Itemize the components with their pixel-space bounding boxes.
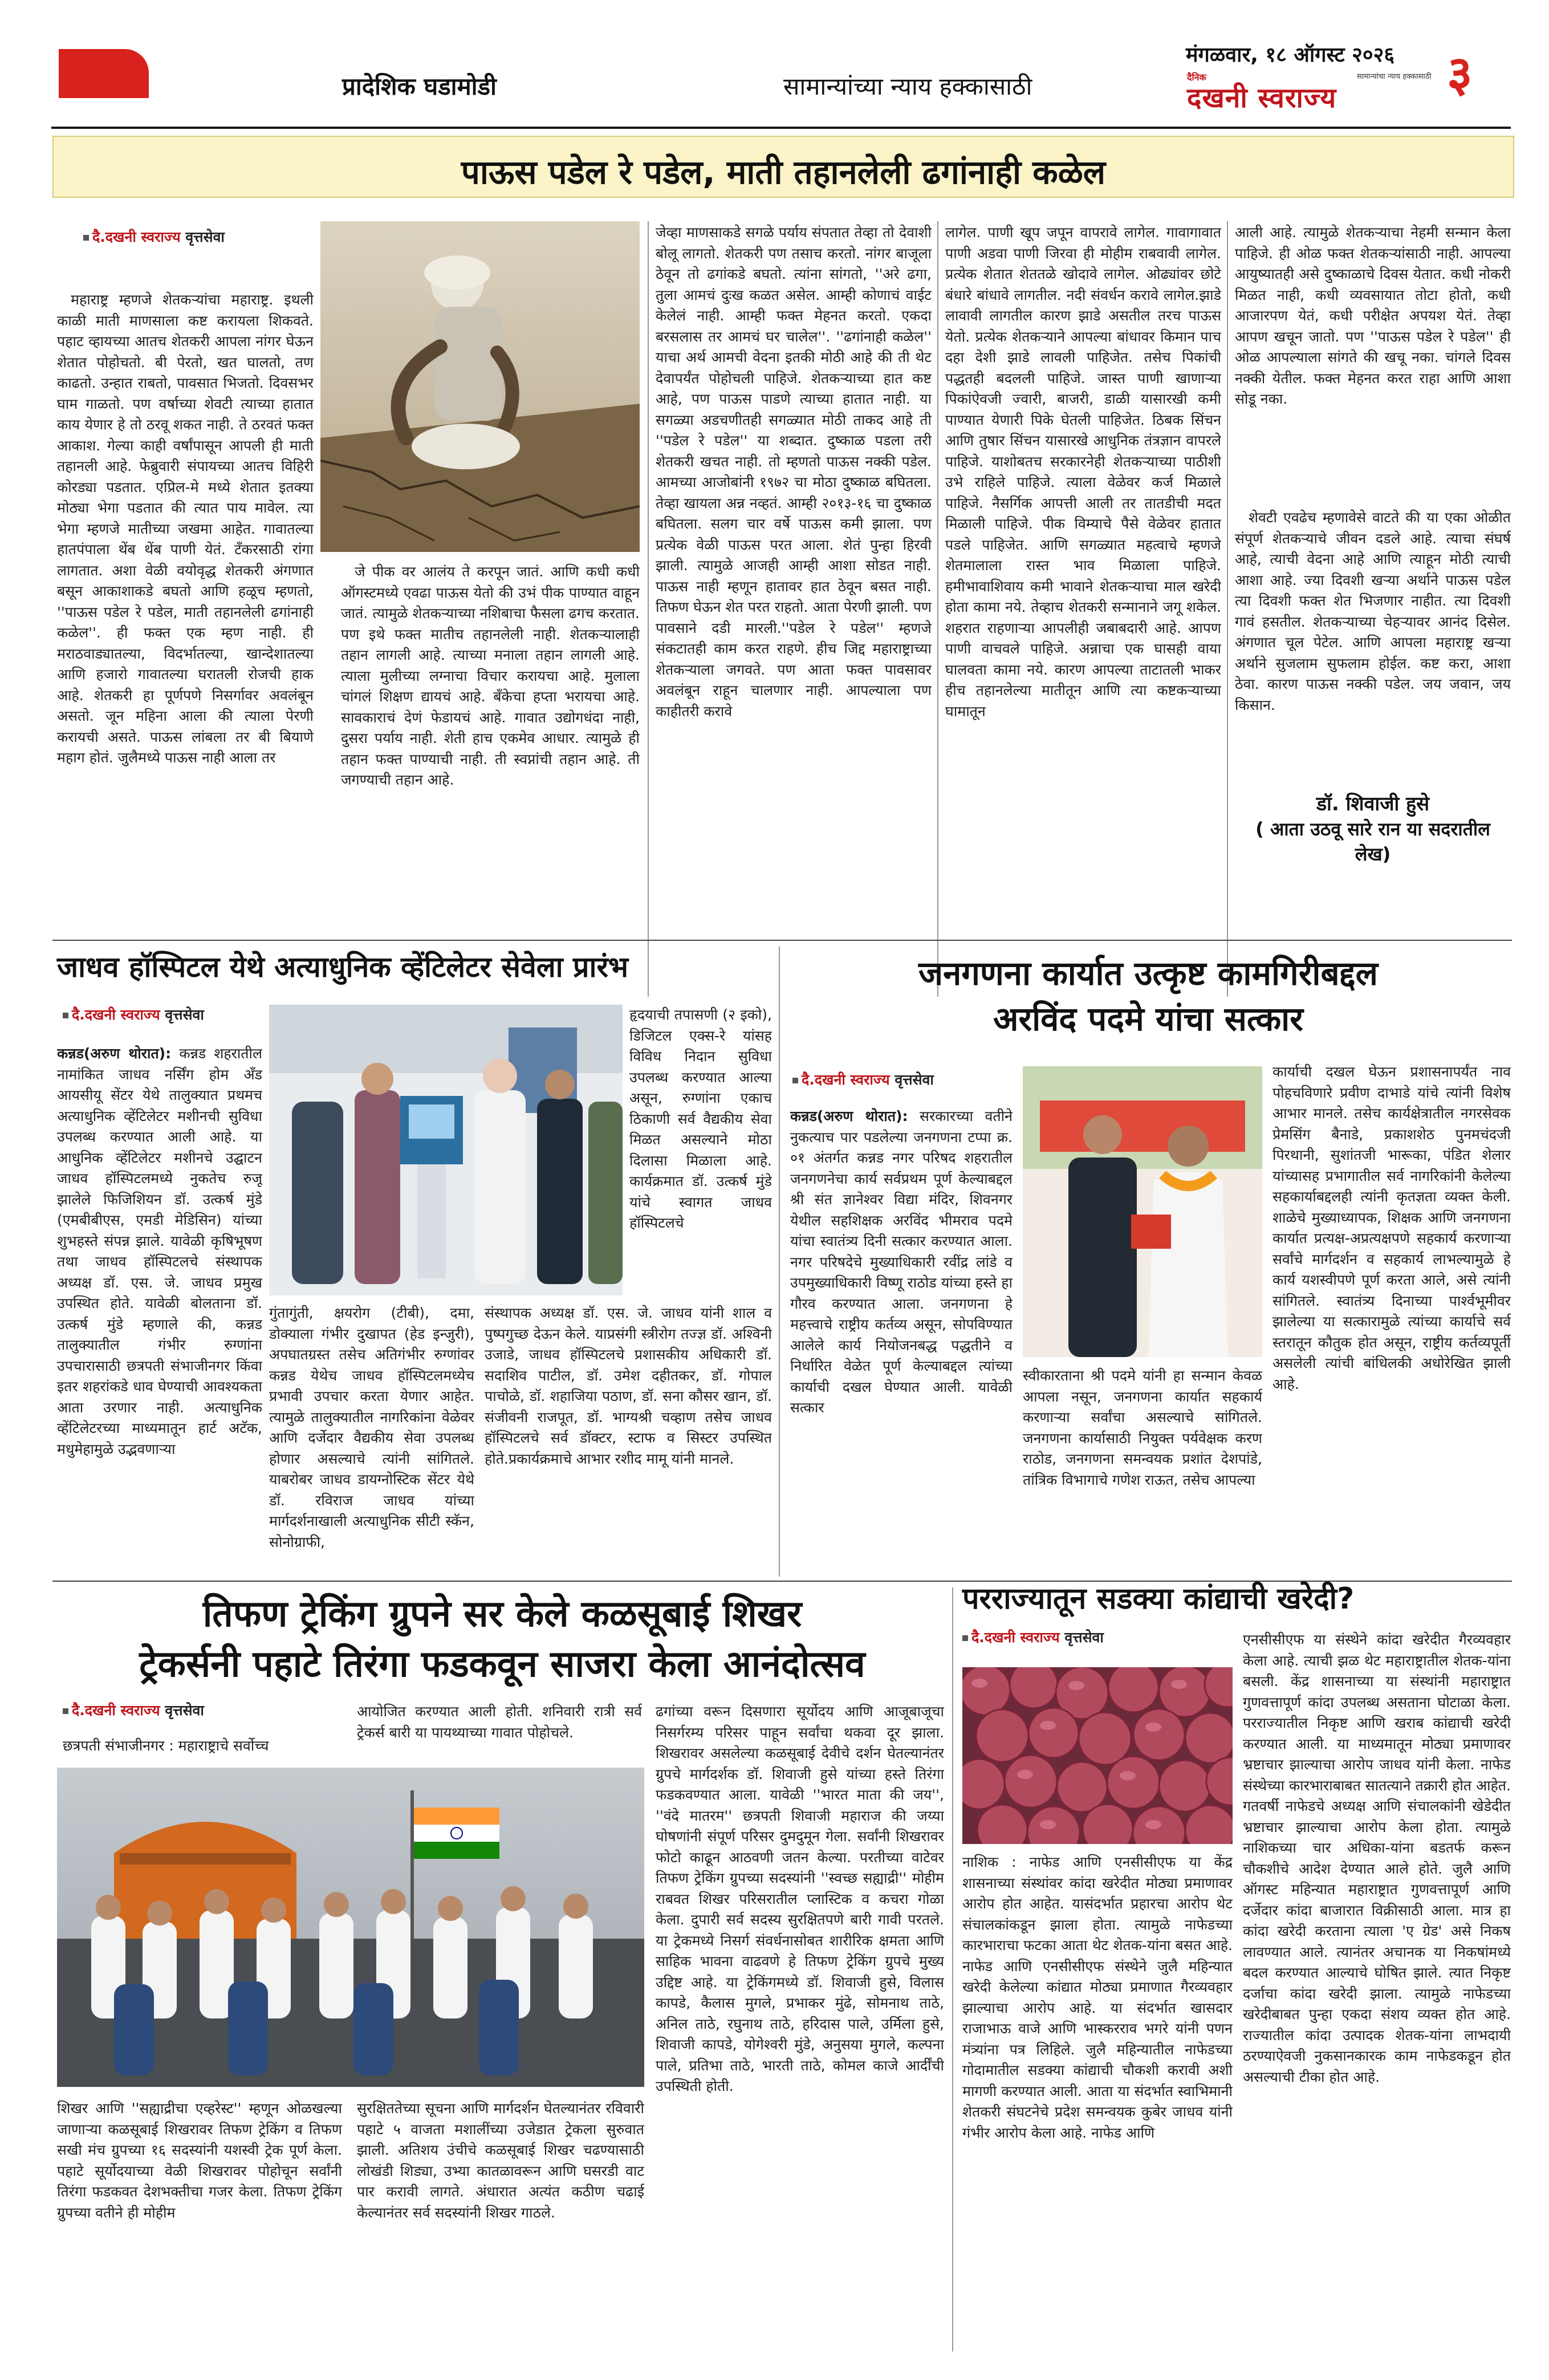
story1-col4: लागेल. पाणी खूप जपून वापरावे लागेल. गावागावात पाणी अडवा पाणी जिरवा ही मोहीम राबवावी लागेल. प्रत्येक शेतात शेततळे खोदावे लागेल. ओढ्यांवर छोटे बंधारे बांधावे लागतील. नदी संवर्धन करावे लागेल.झाडे लावावी लागतील कारण झाडे असतील तरच पाऊस येतो. प्रत्येक शेतकऱ्याने आपल्या बांधावर किमान पाच दहा देशी झाडे लावली पाहिजेत. तसेच पिकांची पद्धतही बदलली पाहिजे. जास्त पाणी खाणाऱ्या पिकांऐवजी ज्वारी, बाजरी, डाळी यासारखी कमी पाण्यात येणारी पिके घेतली पाहिजेत. ठिबक सिंचन आणि तुषार सिंचन यासारखे आधुनिक तंत्रज्ञान वापरले पाहिजे. याशोबतच सरकारनेही शेतकऱ्याच्या पाठीशी उभे राहिले पाहिजे. त्याला वेळेवर कर्ज मिळाले पाहिजे. नैसर्गिक आपत्ती आली तर तातडीची मदत मिळाली पाहिजे. पीक विम्याचे पैसे वेळेवर हातात पडले पाहिजेत. आणि सगळ्यात महत्वाचे म्हणजे शेतमालाला रास्त भाव मिळाला पाहिजे. हमीभावाशिवाय कमी भावाने शेतकऱ्याचा माल खरेदी होता कामा नये. तेव्हाच शेतकरी सन्मानाने जगू शकेल. शहरात राहणाऱ्या आपलीही जबाबदारी आहे. आपण पाणी वाचवले पाहिजे. अन्नाचा एक घासही वाया घालवता कामा नये. कारण आपल्या ताटातली भाकर हीच तहानलेल्या मातीतून आणि त्या कष्टकऱ्याच्या घामातून: [945, 224, 1221, 720]
story2-col3b: संस्थापक अध्यक्ष डॉ. एस. जे. जाधव यांनी शाल व पुष्पगुच्छ देऊन केले. याप्रसंगी स्त्रीरोग तज्ज्ञ डॉ. अश्विनी उजाडे, जाधव हॉस्पिटलचे प्रशासकीय अधिकारी डॉ. सदाशिव पाटील, डॉ. उमेश दहीतकर, डॉ. गोपाल पाचोळे, डॉ. शहाजिया पठाण, डॉ. सना कौसर खान, डॉ. संजीवनी राजपूत, डॉ. भाग्यश्री चव्हाण तसेच जाधव हॉस्पिटलचे सर्व डॉक्टर, स्टाफ व सिस्टर उपस्थित होते.प्रकार्यक्रमाचे आभार रशीद मामू यांनी मानले.: [485, 1305, 772, 1467]
story2-col1-text: कन्नड शहरातील नामांकित जाधव नर्सिंग होम अँड आयसीयू सेंटर येथे तालुक्यात प्रथमच अत्याधुनिक व्हेंटिलेटर मशीनची सुविधा उपलब्ध करण्यात आली आहे. या आधुनिक व्हेंटिलेटर मशीनचे उद्घाटन जाधव हॉस्पिटलमध्ये नुकतेच रुजू झालेले फिजिशियन डॉ. उत्कर्ष मुंडे (एमबीबीएस, एमडी मेडिसिन) यांच्या शुभहस्ते संपन्न झाले. यावेळी कृषिभूषण तथा जाधव हॉस्पिटलचे संस्थापक अध्यक्ष डॉ. एस. जे. जाधव प्रमुख उपस्थित होते. यावेळी बोलताना डॉ. उत्कर्ष मुंडे म्हणाले की, कन्नड तालुक्यातील गंभीर रुग्णांना उपचारासाठी छत्रपती संभाजीनगर किंवा इतर शहरांकडे धाव घेण्याची आवश्यकता आता उरणार नाही. अत्याधुनिक व्हेंटिलेटरच्या माध्यमातून हार्ट अटॅक, मधुमेहामुळे उद्भवणाऱ्या: [57, 1045, 262, 1457]
issue-date: मंगळवार, १८ ऑगस्ट २०२६: [1186, 43, 1395, 67]
page-number: ३: [1447, 46, 1473, 103]
story1-headline: पाऊस पडेल रे पडेल, माती तहानलेली ढगांनाही कळेल: [461, 153, 1106, 192]
story3-col1-text: सरकारच्या वतीने नुकत्याच पार पडलेल्या जनगणना टप्पा क्र. ०१ अंतर्गत कन्नड नगर परिषद शहरातील जनगणनेचा कार्य सर्वप्रथम पूर्ण केल्याबद्दल श्री संत ज्ञानेश्वर विद्या मंदिर, शिवनगर येथील सहशिक्षक अरविंद भीमराव पदमे यांचा स्वातंत्र्य दिनी सत्कार करण्यात आला. नगर परिषदेचे मुख्याधिकारी रवींद्र लांडे व उपमुख्याधिकारी विष्णू राठोड यांच्या हस्ते हा गौरव करण्यात आला. जनगणना हे महत्त्वाचे राष्ट्रीय कर्तव्य असून, सोपविण्यात आलेले कार्य नियोजनबद्ध पद्धतीने व निर्धारित वेळेत पूर्ण केल्याबद्दल त्यांच्या कार्याची दखल घेण्यात आली. यावेळी सत्कार: [790, 1108, 1013, 1416]
byline-suffix: वृत्तसेवा: [165, 1006, 204, 1023]
story3-col3: कार्याची दखल घेऊन प्रशासनापर्यंत नाव पोहचविणारे प्रवीण दाभाडे यांचे त्यांनी विशेष आभार मानले. तसेच कार्यक्षेत्रातील नगरसेवक प्रेमसिंग बैनाडे, प्रकाशशेठ पुनमचंदजी पिरथानी, सुशांतजी भारूका, पंडित शेलार यांच्यासह प्रभागातील सर्व नागरिकांनी केलेल्या सहकार्याबद्दलही त्यांनी कृतज्ञता व्यक्त केली. शाळेचे मुख्याध्यापक, शिक्षक आणि जनगणना कार्यात प्रत्यक्ष-अप्रत्यक्षपणे सहकार्य करणाऱ्या सर्वांचे मार्गदर्शन व सहकार्य लाभल्यामुळे हे कार्य यशस्वीपणे पूर्ण करता आले, असे त्यांनी सांगितले. स्वातंत्र्य दिनाच्या पार्श्वभूमीवर झालेल्या या सत्कारामुळे त्यांच्या कार्याचे सर्व स्तरातून कौतुक होत असून, राष्ट्रीय कर्तव्यपूर्ती असलेली त्यांची बांधिलकी अधोरेखित झाली आहे.: [1272, 1063, 1511, 1392]
story5-col2: एनसीसीएफ या संस्थेने कांदा खरेदीत गैरव्यवहार केला आहे. त्याची झळ थेट महाराष्ट्रातील शेतक-यांना बसली. केंद्र शासनाच्या या संस्थांनी महाराष्ट्रात गुणवत्तापूर्ण कांदा उपलब्ध असताना घोटाळा केला. परराज्यातील निकृष्ट आणि खराब कांद्याची खरेदी करण्यात आली. या माध्यमातून मोठ्या प्रमाणावर भ्रष्टाचार झाल्याचा आरोप जाधव यांनी केला. नाफेड संस्थेच्या कारभाराबाबत सातत्याने तक्रारी होत आहेत. गतवर्षी नाफेडचे अध्यक्ष आणि संचालकांनी खेडेदीत भ्रष्टाचार झाल्याचा आरोप केला होता. त्यामुळे नाशिकच्या चार अधिका-यांना बडतर्फ करून चौकशीचे आदेश देण्यात आले होते. जुलै आणि ऑगस्ट महिन्यात महाराष्ट्रात गुणवत्तापूर्ण आणि दर्जेदार कांदा बाजारात विक्रीसाठी आला. मात्र हा कांदा खरेदी करताना त्याला 'ए ग्रेड' असे निकष लावण्यात आले. त्यानंतर अचानक या निकषांमध्ये बदल करण्यात आल्याचे घोषित झाले. त्यात निकृष्ट दर्जाचा कांदा खरेदी झाला. त्यामुळे नाफेडच्या खरेदीबाबत पुन्हा एकदा संशय व्यक्त होत आहे. राज्यातील कांदा उत्पादक शेतक-यांना लाभदायी ठरण्याऐवजी नुकसानकारक काम नाफेडकडून होत असल्याची टीका होत आहे.: [1243, 1631, 1511, 2085]
trek-photo-image: [57, 1768, 644, 2087]
story1-author-note: ( आता उठवू सारे रान या सदरातील लेख): [1255, 818, 1490, 865]
onion-photo-image: [962, 1667, 1233, 1844]
story1-col3: जेव्हा माणसाकडे सगळे पर्याय संपतात तेव्हा तो देवाशी बोलू लागतो. शेतकरी पण तसाच करतो. नांगर बाजूला ठेवून तो ढगांकडे बघतो. त्यांना सांगतो, ''अरे ढगा, तुला आमचं दुःख कळत असेल. आम्ही कोणाचं वाईट केलेलं नाही. आम्ही फक्त मेहनत करतो. एकदा बरसलास तर आमचं घर चालेल''. ''ढगांनाही कळेल'' याचा अर्थ आमची वेदना इतकी मोठी आहे की ती थेट देवापर्यंत पोहोचली पाहिजे. शेतकऱ्याच्या हात कष्ट आहे, पण पाऊस पाडणे त्याच्या हातात नाही. या सगळ्या अडचणीतही सगळ्यात मोठी ताकद आहे ती ''पडेल रे पडेल'' या शब्दात. दुष्काळ पडला तरी शेतकरी खचत नाही. तो म्हणतो पाऊस नक्की पडेल. आमच्या आजोबांनी १९७२ चा मोठा दुष्काळ बघितला. तेव्हा खायला अन्न नव्हतं. आम्ही २०१३-१६ चा दुष्काळ बघितला. सलग चार वर्षे पाऊस कमी झाला. पण प्रत्येक वेळी पाऊस परत आला. शेतं पुन्हा हिरवी झाली. त्यामुळे आजही आम्ही आशा सोडत नाही. पाऊस नाही म्हणून हातावर हात ठेवून बसत नाही. तिफण घेऊन शेत परत राहतो. आता पेरणी झाली. पण पावसाने दडी मारली.''पडेल रे पडेल'' म्हणजे संकटातही काम करत राहणे. हीच जिद्द महाराष्ट्राच्या शेतकऱ्याला जगवते. पण आता फक्त पावसावर अवलंबून राहून चालणार नाही. आपल्याला पण काहीतरी करावे: [656, 224, 932, 720]
brand-tagline: सामान्यांचा न्याय हक्कासाठी: [1357, 72, 1432, 81]
byline-marker-icon: [83, 235, 89, 241]
byline-source: दै.दखनी स्वराज्य: [802, 1071, 890, 1088]
story4-dateline: छत्रपती संभाजीनगर :: [63, 1737, 174, 1754]
byline-source: दै.दखनी स्वराज्य: [92, 229, 181, 245]
story5-headline: परराज्यातून सडक्या कांद्याची खरेदी?: [962, 1582, 1355, 1616]
story3-col1: [790, 1106, 1013, 1579]
brand-logo: [1186, 71, 1459, 114]
story4-col2a: आयोजित करण्यात आली होती. शनिवारी रात्री सर्व ट्रेकर्स बारी या पायथ्याच्या गावात पोहोचले.: [357, 1703, 642, 1741]
story2-col1: [57, 1043, 262, 1577]
story3-dateline: कन्नड(अरुण थोरात):: [790, 1108, 908, 1124]
story4-headline-2: ट्रेकर्सनी पहाटे तिरंगा फडकवून साजरा केला आनंदोत्सव: [139, 1643, 865, 1686]
page-corner-logo: [59, 49, 149, 98]
section-rule-1: [52, 940, 1512, 941]
story2-col2: गुंतागुंती, क्षयरोग (टीबी), दमा, डोक्याला गंभीर दुखापत (हेड इन्जुरी), अपघातग्रस्त तसेच अतिगंभीर रुग्णांवर कन्नड येथेच जाधव हॉस्पिटलमध्येच प्रभावी उपचार करता येणार आहेत. त्यामुळे तालुक्यातील नागरिकांना वेळेवर आणि दर्जेदार वैद्यकीय सेवा उपलब्ध होणार असल्याचे त्यांनी सांगितले. याबरोबर जाधव डायग्नोस्टिक सेंटर येथे डॉ. रविराज जाधव यांच्या मार्गदर्शनाखाली अत्याधुनिक सीटी स्कॅन, सोनोग्राफी,: [269, 1305, 474, 1550]
story1-divider-b: [937, 221, 938, 997]
bottom-divider: [952, 1587, 953, 2351]
story2-dateline: कन्नड(अरुण थोरात):: [57, 1045, 172, 1062]
story1-byline: [83, 227, 225, 246]
byline-source: दै.दखनी स्वराज्य: [72, 1702, 160, 1719]
masthead: [0, 0, 1549, 137]
story-rain-banner: [52, 136, 1514, 198]
story5-col1b: [962, 1852, 1233, 2351]
story4-col1a: [63, 1736, 348, 1758]
story1-author-name: डॉ. शिवाजी हुसे: [1316, 793, 1430, 815]
story4-col3: ढगांच्या वरून दिसणारा सूर्योदय आणि आजूबाजूचा निसर्गरम्य परिसर पाहून सर्वांचा थकवा दूर झाला. शिखरावर असलेल्या कळसूबाई देवीचे दर्शन घेतल्यानंतर ग्रुपचे मार्गदर्शक डॉ. शिवाजी हुसे यांच्या हस्ते तिरंगा फडकवण्यात आला. यावेळी ''भारत माता की जय'', ''वंदे मातरम'' छत्रपती शिवाजी महाराज की जय्या घोषणांनी संपूर्ण परिसर दुमदुमून गेला. सर्वांनी शिखरावर फोटो काढून आठवणी जतन केल्या. परतीच्या वाटेवर तिफण ट्रेकिंग ग्रुपच्या सदस्यांनी ''स्वच्छ सह्याद्री'' मोहीम राबवत शिखर परिसरातील प्लास्टिक व कचरा गोळा केला. दुपारी सर्व सदस्य सुरक्षितपणे बारी गावी परतले. या ट्रेकमध्ये निसर्ग संवर्धनासोबत शारीरिक क्षमता आणि साहिक भावना वाढवणे हे तिफण ट्रेकिंग ग्रुपचे मुख्य उद्दिष्ट आहे. या ट्रेकिंगमध्ये डॉ. शिवाजी हुसे, विलास कापडे, कैलास मुगले, प्रभाकर मुंढे, सोमनाथ ताठे, अनिल ताठे, रघुनाथ ताठे, हरिदास पाले, उर्मिला हुसे, शिवाजी कापडे, योगेश्वरी मुंडे, अनुसया मुगले, कल्पना पाले, प्रतिभा ताठे, भारती ताठे, कोमल काजे आर्दींची उपस्थिती होती.: [656, 1703, 944, 2094]
byline-marker-icon: [63, 1013, 68, 1018]
felicitation-photo-image: [1023, 1066, 1262, 1357]
story4-col2b: सुरक्षिततेच्या सूचना आणि मार्गदर्शन घेतल्यानंतर रविवारी पहाटे ५ वाजता मशालींच्या उजेडात ट्रेकला सुरुवात झाली. अतिशय उंचीचे कळसूबाई शिखर चढण्यासाठी लोखंडी शिड्या, उभ्या कातळावरून आणि घसरडी वाट पार करावी लागते. अंधारात अत्यंत कठीण चढाई केल्यानंतर सर्व सदस्यांनी शिखर गाठले.: [357, 2100, 644, 2221]
story3-col2: स्वीकारताना श्री पदमे यांनी हा सन्मान केवळ आपला नसून, जनगणना कार्यात सहकार्य करणाऱ्या सर्वांचा असल्याचे सांगितले. जनगणना कार्यासाठी नियुक्त पर्यवेक्षक करण राठोड, जनगणना समन्वयक प्रशांत देशपांडे, तांत्रिक विभागाचे गणेश राऊत, तसेच आपल्या: [1023, 1367, 1262, 1488]
story1-divider-a: [648, 221, 649, 997]
brand-small: दैनिक: [1187, 72, 1206, 83]
farmer-photo-image: [320, 221, 640, 552]
story4-headline-1: तिफण ट्रेकिंग ग्रुपने सर केले कळसूबाई शिखर: [202, 1593, 802, 1635]
section-title-left: प्रादेशिक घडामोडी: [342, 72, 497, 100]
story4-byline: [63, 1700, 204, 1720]
farmer-drought-photo: [320, 221, 640, 552]
byline-marker-icon: [63, 1708, 68, 1714]
byline-marker-icon: [792, 1078, 798, 1083]
story2-headline: जाधव हॉस्पिटल येथे अत्याधुनिक व्हेंटिलेटर सेवेला प्रारंभ: [57, 951, 629, 984]
story5-byline: [962, 1627, 1104, 1647]
story1-col1: महाराष्ट्र म्हणजे शेतकऱ्यांचा महाराष्ट्र. इथली काळी माती माणसाला कष्ट करायला शिकवते. पहाट व्हायच्या आतच शेतकरी आपला नांगर घेऊन शेतात पोहोचतो. बी पेरतो, खत घालतो, तण काढतो. उन्हात राबतो, पावसात भिजतो. दिवसभर घाम गाळतो. पण वर्षाच्या शेवटी त्याच्या हातात काय येणार हे तो ठरवू शकत नाही. ते ठरवतं फक्त आकाश. गेल्या काही वर्षांपासून आपली ही माती तहानली आहे. फेब्रुवारी संपायच्या आतच विहिरी कोरड्या पडतात. एप्रिल-मे मध्ये शेतात इतक्या मोठ्या भेगा पडतात की त्यात पाय मावेल. त्या भेगा म्हणजे मातीच्या जखमा आहेत. गावातल्या हातपंपाला थेंब थेंब पाणी येतं. टँकरसाठी रांगा लागतात. अशा वेळी वयोवृद्ध शेतकरी अंगणात बसून आकाशाकडे बघतो आणि हळूच म्हणतो, ''पाऊस पडेल रे पडेल, माती तहानलेली ढगांनाही कळेल''. ही फक्त एक म्हण नाही. ही मराठवाड्यातल्या, विदर्भातल्या, खान्देशातल्या आणि हजारो गावातल्या घरातली रोजची हाक आहे. शेतकरी हा पूर्णपणे निसर्गावर अवलंबून असतो. जून महिना आला की त्याला पेरणी करायची असते. पाऊस लांबला तर बी बियाणे महाग होतं. जुलैमध्ये पाऊस नाही आला तर: [57, 291, 314, 766]
byline-source: दै.दखनी स्वराज्य: [72, 1006, 160, 1023]
byline-source: दै.दखनी स्वराज्य: [971, 1629, 1060, 1646]
story5-dateline: नाशिक :: [962, 1854, 1017, 1870]
hospital-ventilator-photo: [269, 1005, 623, 1295]
hospital-photo-image: [269, 1005, 623, 1295]
byline-marker-icon: [962, 1635, 968, 1641]
byline-suffix: वृत्तसेवा: [895, 1071, 934, 1088]
story4-col1a-text: महाराष्ट्राचे सर्वोच्च: [178, 1737, 269, 1754]
section-title-right: सामान्यांच्या न्याय हक्कासाठी: [783, 72, 1032, 100]
kalsubai-trek-group-photo: [57, 1768, 644, 2087]
brand-name: दखनी स्वराज्य: [1187, 82, 1337, 114]
story3-headline-1: जनगणना कार्यात उत्कृष्ट कामगिरीबद्दल: [918, 954, 1378, 993]
story4-col1b: शिखर आणि ''सह्याद्रीचा एव्हरेस्ट'' म्हणून ओळखल्या जाणाऱ्या कळसूबाई शिखरावर तिफण ट्रेकिंग व तिफण सखी मंच ग्रुपच्या १६ सदस्यांनी यशस्वी ट्रेक पूर्ण केला. पहाटे सूर्योदयाच्या वेळी शिखरावर पोहोचून सर्वांनी तिरंगा फडकवत देशभक्तीचा गजर केला. तिफण ट्रेकिंग ग्रुपच्या वतीने ही मोहीम: [57, 2100, 342, 2221]
story2-byline: [63, 1005, 204, 1024]
byline-suffix: वृत्तसेवा: [1064, 1629, 1104, 1646]
byline-suffix: वृत्तसेवा: [185, 229, 225, 245]
felicitation-photo: [1023, 1066, 1262, 1357]
mid-divider: [779, 947, 780, 1577]
story1-col2: जे पीक वर आलंय ते करपून जातं. आणि कधी कधी ऑगस्टमध्ये एवढा पाऊस येतो की उभं पीक पाण्यात वाहून जातं. त्यामुळे शेतकऱ्याच्या नशिबाचा फैसला ढगच करतात. पण इथे फक्त मातीच तहानलेली नाही. शेतकऱ्यालाही तहान लागली आहे. त्याच्या मनाला तहान लागली आहे. त्याला मुलीच्या लग्नाचा विचार करायचा आहे. मुलाला चांगलं शिक्षण द्यायचं आहे. बँकेचा हप्ता भरायचा आहे. सावकाराचं देणं फेडायचं आहे. गावात उद्योगधंदा नाही, दुसरा पर्याय नाही. शेती हाच एकमेव आधार. त्यामुळे ही तहान फक्त पाण्याची नाही. ती स्वप्नांची तहान आहे. ती जगण्याची तहान आहे.: [341, 563, 640, 788]
story1-col5a: आली आहे. त्यामुळे शेतकऱ्याचा नेहमी सन्मान केला पाहिजे. ही ओळ फक्त शेतकऱ्यांसाठी नाही. आपल्या आयुष्यातही असे दुष्काळाचे दिवस येतात. कधी नोकरी मिळत नाही, कधी व्यवसायात तोटा होतो, कधी आजारपण येतं, कधी परीक्षेत अपयश येतं. तेव्हा आपण खचून जातो. पण ''पाऊस पडेल रे पडेल'' ही ओळ आपल्याला सांगते की खचू नका. चांगले दिवस नक्की येतील. फक्त मेहनत करत राहा आणि आशा सोडू नका.: [1235, 224, 1511, 407]
story2-col3a: हृदयाची तपासणी (२ इको), डिजिटल एक्स-रे यांसह विविध निदान सुविधा उपलब्ध करण्यात आल्या असून, रुग्णांना एकाच ठिकाणी सर्व वैद्यकीय सेवा मिळत असल्याने मोठा दिलासा मिळाला आहे. कार्यक्रमात डॉ. उत्कर्ष मुंडे यांचे स्वागत जाधव हॉस्पिटलचे: [629, 1006, 772, 1231]
story3-byline: [792, 1070, 934, 1089]
story3-headline-2: अरविंद पदमे यांचा सत्कार: [993, 1000, 1303, 1038]
story1-col5b: शेवटी एवढेच म्हणावेसे वाटते की या एका ओळीत संपूर्ण शेतकऱ्याचे जीवन दडले आहे. त्याचा संघर्ष आहे, त्याची वेदना आहे आणि त्याहून मोठी त्याची आशा आहे. ज्या दिवशी खऱ्या अर्थाने पाऊस पडेल त्या दिवशी फक्त शेत भिजणार नाहीत. त्या दिवशी गावं हसतील. शेतकऱ्याच्या चेहऱ्यावर आनंद दिसेल. अंगणात चूल पेटेल. आणि आपला महाराष्ट्र खऱ्या अर्थाने सुजलाम सुफलाम होईल. कष्ट करा, आशा ठेवा. कारण पाऊस नक्की पडेल. जय जवान, जय किसान.: [1235, 509, 1511, 713]
story1-divider-c: [1227, 221, 1228, 997]
masthead-rule: [51, 127, 1511, 129]
onion-pile-photo: [962, 1667, 1233, 1844]
story5-col1b-text: नाफेड आणि एनसीसीएफ या केंद्र शासनाच्या संस्थांवर कांदा खरेदीत मोठ्या प्रमाणावर आरोप होत आहेत. यासंदर्भात प्रहारचा आरोप थेट संचालकांकडून झाला होता. त्यामुळे नाफेडच्या कारभाराचा फटका आता थेट शेतक-यांना बसत आहे. नाफेड आणि एनसीसीएफ संस्थेने जुलै महिन्यात खरेदी केलेल्या कांद्यात मोठ्या प्रमाणात गैरव्यवहार झाल्याचा आरोप आहे. या संदर्भात खासदार राजाभाऊ वाजे आणि भास्करराव भगरे यांनी पणन मंत्र्यांना पत्र लिहिले. जुलै महिन्यातील नाफेडच्या गोदामातील सडक्या कांद्याची चौकशी करावी अशी मागणी करण्यात आली. आता या संदर्भात स्वाभिमानी शेतकरी संघटनेचे प्रदेश समन्वयक कुबेर जाधव यांनी गंभीर आरोप केला आहे. नाफेड आणि: [962, 1854, 1233, 2141]
byline-suffix: वृत्तसेवा: [165, 1702, 204, 1719]
